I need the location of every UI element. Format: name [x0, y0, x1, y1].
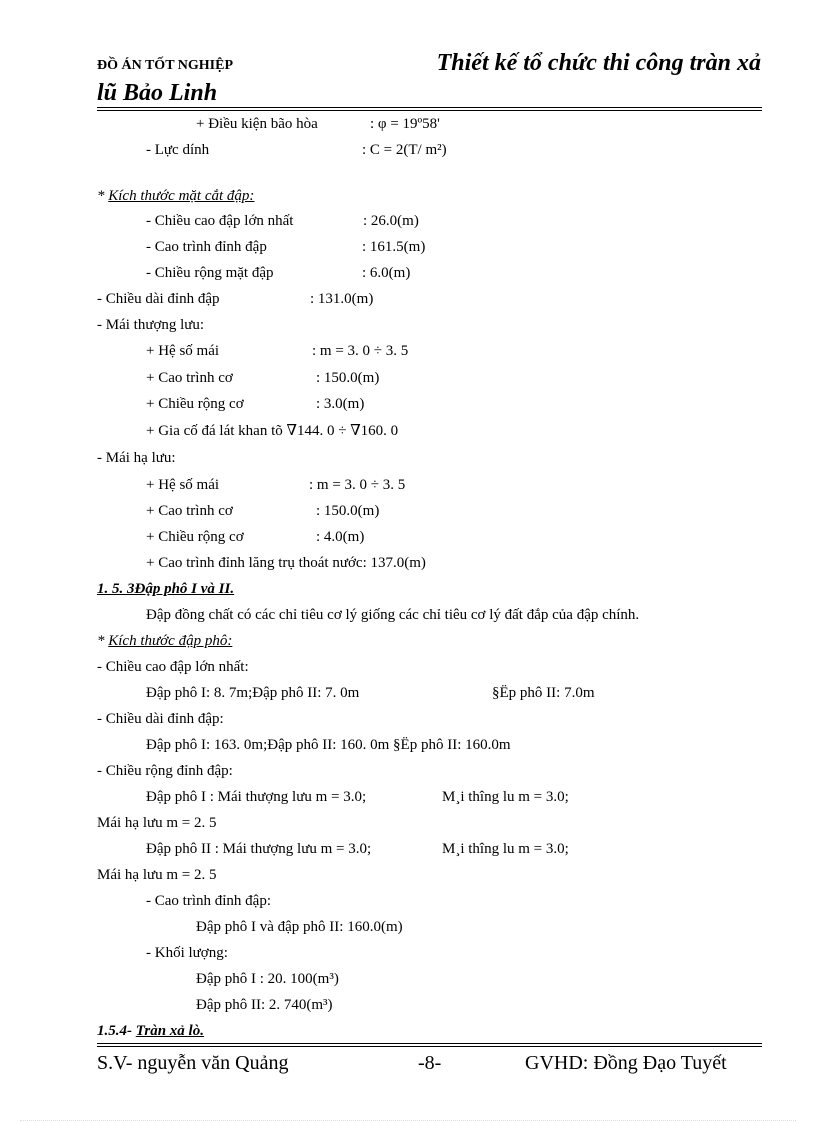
text-value: : C = 2(T/ m²)	[362, 142, 447, 158]
text-value: : 6.0(m)	[362, 265, 411, 281]
text-line: - Khối lượng:	[146, 945, 228, 961]
footer-student: S.V- nguyễn văn Quảng	[97, 1052, 289, 1074]
text-value: : 4.0(m)	[316, 529, 365, 545]
text-value: : 26.0(m)	[363, 213, 419, 229]
text-line: Mái hạ lưu m = 2. 5	[97, 867, 217, 883]
header-left: ĐỒ ÁN TỐT NGHIỆP	[97, 58, 234, 73]
footer-rule-top	[97, 1043, 762, 1044]
text-line: + Cao trình cơ	[146, 370, 233, 386]
section-heading: * Kích thước mặt cắt đập:	[97, 188, 255, 204]
text-value: M¸i thîng lu m = 3.0;	[442, 841, 569, 857]
text-line: Đập đồng chất có các chỉ tiêu cơ lý giống các chỉ tiêu cơ lý đất đắp của đập chính.	[146, 607, 640, 623]
text-line: + Hệ số mái	[146, 477, 220, 493]
text-line: + Chiều rộng cơ	[146, 529, 244, 545]
text-line: Đập phô I : Mái thượng lưu m = 3.0;	[146, 789, 367, 805]
text-value: : 150.0(m)	[316, 503, 380, 519]
text-line: Đập phô II : Mái thượng lưu m = 3.0;	[146, 841, 372, 857]
page-edge-divider	[20, 1120, 796, 1121]
text-line: Đập phô I: 163. 0m;Đập phô II: 160. 0m §Ëp phô II: 160.0m	[146, 737, 511, 753]
page-number: -8-	[418, 1052, 442, 1074]
footer-advisor: GVHD: Đồng Đạo Tuyết	[525, 1052, 727, 1074]
text-value: M¸i thîng lu m = 3.0;	[442, 789, 569, 805]
section-heading: 1. 5. 3Đập phô I và II.	[97, 581, 235, 597]
text-value: : m = 3. 0 ÷ 3. 5	[309, 477, 406, 493]
header-author: lũ Bảo Linh	[97, 80, 218, 106]
text-line: Đập phô I: 8. 7m;Đập phô II: 7. 0m	[146, 685, 360, 701]
text-value: : 3.0(m)	[316, 396, 365, 412]
section-heading: 1.5.4- Tràn xả lò.	[97, 1023, 204, 1039]
text-line: - Chiều dài đỉnh đập:	[97, 711, 224, 727]
text-line: - Cao trình đỉnh đập	[146, 239, 267, 255]
text-value: §Ëp phô II: 7.0m	[492, 685, 595, 701]
text-value: : 131.0(m)	[310, 291, 374, 307]
text-line: Đập phô I và đập phô II: 160.0(m)	[196, 919, 403, 935]
text-line: - Chiều cao đập lớn nhất:	[97, 659, 249, 675]
text-line: - Chiều rộng mặt đập	[146, 265, 274, 281]
text-value: : φ = 19º58'	[370, 116, 440, 132]
text-line: + Điều kiện bão hòa	[196, 116, 318, 132]
header-title: Thiết kế tổ chức thi công tràn xả	[436, 50, 761, 76]
text-value: : 161.5(m)	[362, 239, 426, 255]
text-line: + Gia cố đá lát khan tõ ∇144. 0 ÷ ∇160. 0	[146, 423, 399, 439]
text-value: : 150.0(m)	[316, 370, 380, 386]
text-line: - Cao trình đỉnh đập:	[146, 893, 271, 909]
text-line: - Mái hạ lưu:	[97, 450, 176, 466]
text-line: + Cao trình cơ	[146, 503, 233, 519]
text-line: - Chiều dài đỉnh đập	[97, 291, 220, 307]
header-rule-top	[97, 107, 762, 108]
text-line: Đập phô I : 20. 100(m³)	[196, 971, 339, 987]
text-line: Đập phô II: 2. 740(m³)	[196, 997, 333, 1013]
text-line: - Lực dính	[146, 142, 210, 158]
text-line: - Chiều cao đập lớn nhất	[146, 213, 294, 229]
text-line: + Hệ số mái	[146, 343, 220, 359]
text-line: - Mái thượng lưu:	[97, 317, 205, 333]
header-rule-bottom	[97, 110, 762, 111]
text-line: + Chiều rộng cơ	[146, 396, 244, 412]
text-line: Mái hạ lưu m = 2. 5	[97, 815, 217, 831]
text-line: + Cao trình đỉnh lăng trụ thoát nước: 137.0(m)	[146, 555, 426, 571]
section-heading: * Kích thước đập phô:	[97, 633, 233, 649]
footer-rule-bottom	[97, 1046, 762, 1047]
text-line: - Chiều rộng đỉnh đập:	[97, 763, 233, 779]
text-value: : m = 3. 0 ÷ 3. 5	[312, 343, 409, 359]
